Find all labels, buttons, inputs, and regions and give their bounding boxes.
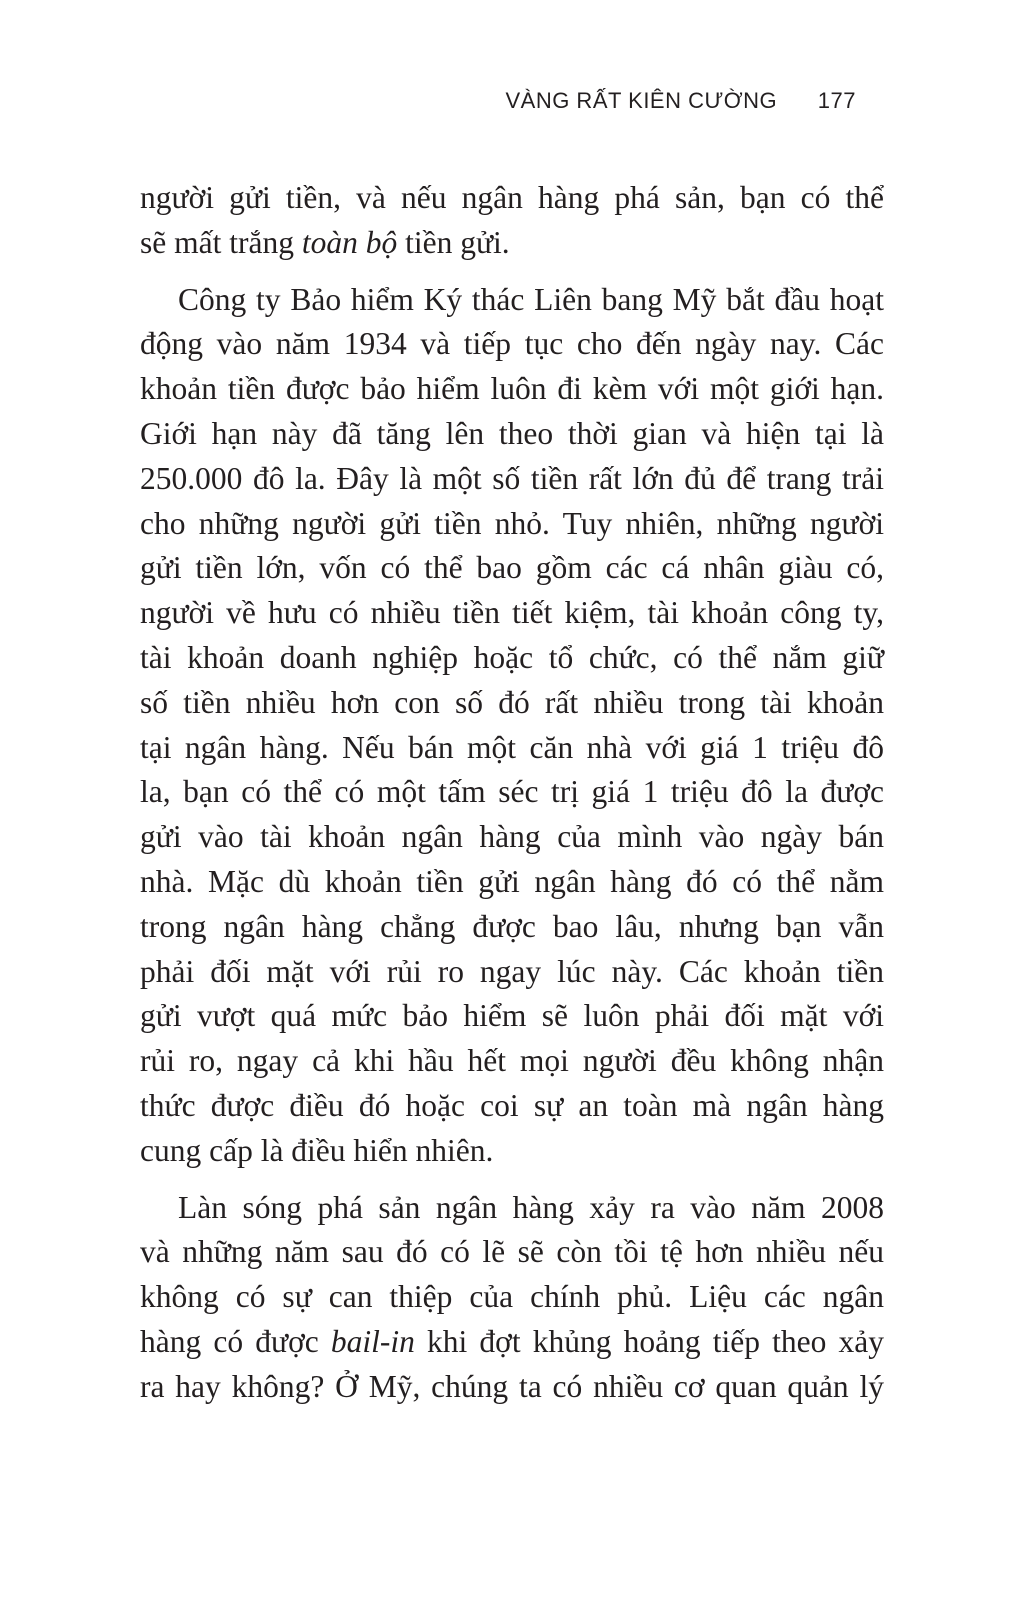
chapter-title: VÀNG RẤT KIÊN CƯỜNG bbox=[505, 88, 778, 113]
text-line: sẽ mất trắng toàn bộ tiền gửi. bbox=[140, 224, 510, 260]
text-line: Làn sóng phá sản ngân hàng xảy ra vào năm 2008 bbox=[178, 1189, 884, 1225]
paragraph-3 bbox=[140, 1186, 884, 1410]
text-line: số tiền nhiều hơn con số đó rất nhiều trong tài khoản bbox=[140, 684, 884, 720]
text-line: thức được điều đó hoặc coi sự an toàn mà ngân hàng bbox=[140, 1087, 884, 1123]
page-number: 177 bbox=[817, 88, 856, 113]
text-line: và những năm sau đó có lẽ sẽ còn tồi tệ hơn nhiều nếu bbox=[140, 1234, 884, 1270]
paragraph-1 bbox=[140, 176, 884, 266]
text-line: không có sự can thiệp của chính phủ. Liệu các ngân bbox=[140, 1279, 884, 1315]
text-line: phải đối mặt với rủi ro ngay lúc này. Các khoản tiền bbox=[140, 953, 884, 989]
text-line: gửi vào tài khoản ngân hàng của mình vào ngày bán bbox=[140, 819, 884, 855]
running-header bbox=[505, 88, 856, 114]
text-line: rủi ro, ngay cả khi hầu hết mọi người đều không nhận bbox=[140, 1043, 884, 1079]
text-line: Công ty Bảo hiểm Ký thác Liên bang Mỹ bắt đầu hoạt bbox=[178, 281, 884, 317]
text-line: người về hưu có nhiều tiền tiết kiệm, tài khoản công ty, bbox=[140, 595, 884, 631]
text-line: động vào năm 1934 và tiếp tục cho đến ngày nay. Các bbox=[140, 326, 884, 362]
text-line: hàng có được bail-in khi đợt khủng hoảng tiếp theo xảy bbox=[140, 1323, 884, 1359]
paragraph-2 bbox=[140, 278, 884, 1174]
text-line: tại ngân hàng. Nếu bán một căn nhà với giá 1 triệu đô bbox=[140, 729, 884, 765]
text-line: tài khoản doanh nghiệp hoặc tổ chức, có thể nắm giữ bbox=[140, 639, 884, 675]
text-line: ra hay không? Ở Mỹ, chúng ta có nhiều cơ quan quản lý bbox=[140, 1368, 884, 1404]
text-line: 250.000 đô la. Đây là một số tiền rất lớn đủ để trang trải bbox=[140, 460, 884, 496]
text-line: nhà. Mặc dù khoản tiền gửi ngân hàng đó có thể nằm bbox=[140, 863, 884, 899]
text-line: trong ngân hàng chẳng được bao lâu, nhưng bạn vẫn bbox=[140, 908, 884, 944]
text-line: gửi vượt quá mức bảo hiểm sẽ luôn phải đối mặt với bbox=[140, 998, 884, 1034]
body-text bbox=[140, 176, 884, 1410]
text-line: gửi tiền lớn, vốn có thể bao gồm các cá nhân giàu có, bbox=[140, 550, 884, 586]
italic-phrase: bail-in bbox=[330, 1323, 415, 1359]
text-line: Giới hạn này đã tăng lên theo thời gian và hiện tại là bbox=[140, 415, 884, 451]
text-line: la, bạn có thể có một tấm séc trị giá 1 triệu đô la được bbox=[140, 774, 884, 810]
text-line: cho những người gửi tiền nhỏ. Tuy nhiên, những người bbox=[140, 505, 884, 541]
italic-phrase: toàn bộ bbox=[301, 224, 398, 260]
text-line: người gửi tiền, và nếu ngân hàng phá sản, bạn có thể bbox=[140, 180, 884, 215]
text-line: cung cấp là điều hiển nhiên. bbox=[140, 1132, 494, 1168]
text-line: khoản tiền được bảo hiểm luôn đi kèm với một giới hạn. bbox=[140, 371, 884, 407]
